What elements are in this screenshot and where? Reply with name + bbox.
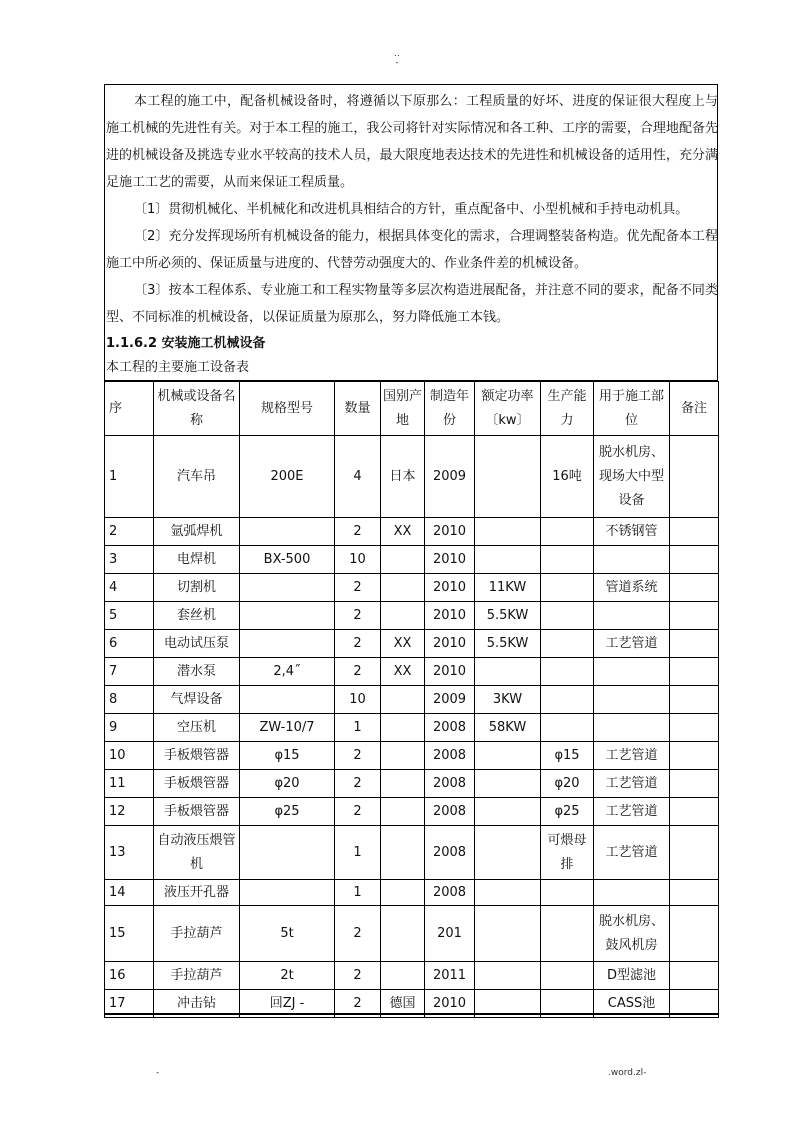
cell-year: 201 (425, 906, 475, 962)
header-name: 机械或设备名称 (154, 382, 240, 436)
cell-origin (381, 826, 425, 880)
table-row (105, 518, 719, 546)
cell-year: 2008 (425, 826, 475, 880)
cell-power (475, 436, 541, 518)
cell-year: 2008 (425, 714, 475, 742)
cell-location (594, 880, 670, 906)
cell-location: 工艺管道 (594, 770, 670, 798)
cell-name: 氩弧焊机 (154, 518, 240, 546)
cell-location: 不锈钢管 (594, 518, 670, 546)
cell-location (594, 658, 670, 686)
cell-name: 手板煨管器 (154, 798, 240, 826)
cell-name: 手拉葫芦 (154, 962, 240, 990)
cell-remark (670, 906, 719, 962)
cell-seq: 4 (105, 574, 154, 602)
cell-remark (670, 962, 719, 990)
header-mark-dots: .. (394, 49, 400, 59)
cell-spec (240, 686, 335, 714)
cell-location (594, 602, 670, 630)
cell-year: 2009 (425, 686, 475, 714)
header-location: 用于施工部位 (594, 382, 670, 436)
cell-spec (240, 602, 335, 630)
cell-location: 工艺管道 (594, 630, 670, 658)
cell-origin (381, 742, 425, 770)
cell-capacity: 可煨母排 (541, 826, 594, 880)
cell-remark (670, 826, 719, 880)
header-origin: 国别产地 (381, 382, 425, 436)
cell-capacity (541, 518, 594, 546)
cell-power (475, 658, 541, 686)
cell-power: 11KW (475, 574, 541, 602)
table-row (105, 630, 719, 658)
cell-seq: 14 (105, 880, 154, 906)
cell-power: 5.5KW (475, 602, 541, 630)
cell-seq: 13 (105, 826, 154, 880)
cell-origin: XX (381, 518, 425, 546)
cell-name: 潜水泵 (154, 658, 240, 686)
cell-name: 冲击钻 (154, 990, 240, 1018)
cell-year: 2011 (425, 962, 475, 990)
cell-location: 工艺管道 (594, 798, 670, 826)
table-row (105, 574, 719, 602)
cell-name: 汽车吊 (154, 436, 240, 518)
cell-spec (240, 518, 335, 546)
cell-year: 2008 (425, 798, 475, 826)
cell-power (475, 962, 541, 990)
cell-name: 自动液压煨管机 (154, 826, 240, 880)
cell-power (475, 880, 541, 906)
table-row (105, 546, 719, 574)
cell-power (475, 826, 541, 880)
cell-remark (670, 686, 719, 714)
cell-capacity: φ20 (541, 770, 594, 798)
cell-remark (670, 546, 719, 574)
cell-capacity (541, 962, 594, 990)
cell-name: 套丝机 (154, 602, 240, 630)
cell-spec: 2,4˝ (240, 658, 335, 686)
principle-3-paragraph: 〔3〕按本工程体系、专业施工和工程实物量等多层次构造进展配备，并注意不同的要求，配备不同类型、不同标准的机械设备，以保证质量为原那么，努力降低施工本钱。 (106, 283, 718, 325)
table-row (105, 962, 719, 990)
cell-seq: 15 (105, 906, 154, 962)
table-row (105, 880, 719, 906)
cell-capacity (541, 630, 594, 658)
cell-qty: 4 (335, 436, 381, 518)
cell-location: 脱水机房、鼓风机房 (594, 906, 670, 962)
cell-name: 切割机 (154, 574, 240, 602)
cell-capacity (541, 880, 594, 906)
header-seq: 序 (105, 382, 154, 436)
cell-location: 工艺管道 (594, 826, 670, 880)
cell-remark (670, 714, 719, 742)
cell-capacity (541, 714, 594, 742)
cell-location (594, 714, 670, 742)
cell-name: 电动试压泵 (154, 630, 240, 658)
cell-spec: φ15 (240, 742, 335, 770)
cell-seq: 8 (105, 686, 154, 714)
cell-qty: 2 (335, 602, 381, 630)
cell-seq: 10 (105, 742, 154, 770)
cell-spec (240, 574, 335, 602)
cell-origin (381, 714, 425, 742)
cell-spec (240, 880, 335, 906)
table-header-row (105, 382, 719, 436)
cell-power: 3KW (475, 686, 541, 714)
section-title: 1.1.6.2 安装施工机械设备 (106, 336, 266, 351)
table-row (105, 658, 719, 686)
cell-origin: XX (381, 630, 425, 658)
cell-qty: 1 (335, 714, 381, 742)
cell-spec: φ25 (240, 798, 335, 826)
cell-location: D型滤池 (594, 962, 670, 990)
cell-remark (670, 658, 719, 686)
cell-remark (670, 880, 719, 906)
cell-capacity: 16吨 (541, 436, 594, 518)
cell-seq: 1 (105, 436, 154, 518)
cell-capacity (541, 686, 594, 714)
cell-year: 2010 (425, 630, 475, 658)
cell-power (475, 770, 541, 798)
header-remark: 备注 (670, 382, 719, 436)
cell-capacity (541, 602, 594, 630)
cell-origin (381, 880, 425, 906)
cell-origin (381, 602, 425, 630)
table-row (105, 742, 719, 770)
cell-remark (670, 742, 719, 770)
cell-location: 工艺管道 (594, 742, 670, 770)
cell-spec: ZW-10/7 (240, 714, 335, 742)
principle-2-paragraph: 〔2〕充分发挥现场所有机械设备的能力，根据具体变化的需求，合理调整装备构造。优先配备本工程施工中所必须的、保证质量与进度的、代替劳动强度大的、作业条件差的机械设备。 (106, 229, 718, 271)
cell-location (594, 546, 670, 574)
cell-spec: 2t (240, 962, 335, 990)
cell-power: 58KW (475, 714, 541, 742)
table-row (105, 770, 719, 798)
cell-year: 2010 (425, 658, 475, 686)
intro-paragraph: 本工程的施工中，配备机械设备时，将遵循以下原那么：工程质量的好坏、进度的保证很大程度上与施工机械的先进性有关。对于本工程的施工，我公司将针对实际情况和各工种、工序的需要，合理地配备先进的机械设备及挑选专业水平较高的技术人员，最大限度地表达技术的先进性和机械设备的适用性，充分满足施工工艺的需要，从而来保证工程质量。 (106, 94, 718, 190)
cell-spec: 回ZJ - (240, 990, 335, 1018)
cell-seq: 17 (105, 990, 154, 1018)
cell-year: 2010 (425, 602, 475, 630)
header-power: 额定功率〔kw〕 (475, 382, 541, 436)
cell-qty: 2 (335, 574, 381, 602)
cell-capacity (541, 546, 594, 574)
cell-name: 电焊机 (154, 546, 240, 574)
cell-qty: 2 (335, 658, 381, 686)
cell-qty: 2 (335, 518, 381, 546)
cell-name: 液压开孔器 (154, 880, 240, 906)
cell-power (475, 798, 541, 826)
cell-remark (670, 798, 719, 826)
cell-spec: 5t (240, 906, 335, 962)
cell-name: 手拉葫芦 (154, 906, 240, 962)
cell-capacity: φ15 (541, 742, 594, 770)
cell-origin (381, 906, 425, 962)
cell-qty: 1 (335, 826, 381, 880)
cell-qty: 2 (335, 798, 381, 826)
cell-origin (381, 770, 425, 798)
table-row (105, 436, 719, 518)
table-row (105, 826, 719, 880)
cell-seq: 5 (105, 602, 154, 630)
cell-location: CASS池 (594, 990, 670, 1018)
cell-year: 2008 (425, 742, 475, 770)
table-row (105, 798, 719, 826)
cell-power (475, 546, 541, 574)
cell-location: 脱水机房、现场大中型设备 (594, 436, 670, 518)
cell-power (475, 906, 541, 962)
cell-remark (670, 630, 719, 658)
cell-capacity (541, 658, 594, 686)
cell-origin: 日本 (381, 436, 425, 518)
cell-qty: 1 (335, 880, 381, 906)
table-caption: 本工程的主要施工设备表 (106, 360, 250, 375)
table-row (105, 602, 719, 630)
header-qty: 数量 (335, 382, 381, 436)
cell-seq: 2 (105, 518, 154, 546)
cell-qty: 2 (335, 990, 381, 1018)
cell-qty: 10 (335, 686, 381, 714)
cell-qty: 2 (335, 630, 381, 658)
cell-spec (240, 826, 335, 880)
cell-power (475, 518, 541, 546)
document-body (106, 88, 718, 380)
cell-remark (670, 518, 719, 546)
page-header-mark (0, 50, 794, 68)
footer-right: .word.zl- (608, 1068, 647, 1078)
cell-origin (381, 574, 425, 602)
table-bottom-border (104, 1013, 718, 1015)
cell-remark (670, 770, 719, 798)
cell-year: 2009 (425, 436, 475, 518)
cell-seq: 7 (105, 658, 154, 686)
cell-capacity: φ25 (541, 798, 594, 826)
cell-year: 2010 (425, 574, 475, 602)
cell-power (475, 742, 541, 770)
cell-name: 空压机 (154, 714, 240, 742)
principle-1-paragraph: 〔1〕贯彻机械化、半机械化和改进机具相结合的方针，重点配备中、小型机械和手持电动机具。 (134, 202, 689, 217)
cell-spec: φ20 (240, 770, 335, 798)
cell-origin (381, 546, 425, 574)
cell-spec: BX-500 (240, 546, 335, 574)
cell-seq: 9 (105, 714, 154, 742)
cell-year: 2010 (425, 990, 475, 1018)
cell-spec: 200E (240, 436, 335, 518)
cell-spec (240, 630, 335, 658)
cell-qty: 2 (335, 962, 381, 990)
cell-remark (670, 602, 719, 630)
cell-qty: 2 (335, 742, 381, 770)
table-body (105, 436, 719, 1018)
cell-origin: 德国 (381, 990, 425, 1018)
cell-location: 管道系统 (594, 574, 670, 602)
cell-location (594, 686, 670, 714)
table-row (105, 714, 719, 742)
cell-seq: 3 (105, 546, 154, 574)
cell-year: 2010 (425, 518, 475, 546)
cell-qty: 10 (335, 546, 381, 574)
cell-name: 气焊设备 (154, 686, 240, 714)
cell-power: 5.5KW (475, 630, 541, 658)
cell-origin (381, 962, 425, 990)
cell-year: 2008 (425, 880, 475, 906)
header-year: 制造年份 (425, 382, 475, 436)
cell-origin (381, 686, 425, 714)
equipment-table (104, 381, 719, 1018)
cell-seq: 12 (105, 798, 154, 826)
cell-capacity (541, 906, 594, 962)
cell-origin: XX (381, 658, 425, 686)
cell-seq: 11 (105, 770, 154, 798)
cell-name: 手板煨管器 (154, 770, 240, 798)
cell-remark (670, 574, 719, 602)
table-row (105, 906, 719, 962)
cell-seq: 6 (105, 630, 154, 658)
cell-origin (381, 798, 425, 826)
cell-year: 2008 (425, 770, 475, 798)
cell-year: 2010 (425, 546, 475, 574)
header-mark-dash: - (395, 58, 399, 68)
header-spec: 规格型号 (240, 382, 335, 436)
cell-remark (670, 436, 719, 518)
cell-seq: 16 (105, 962, 154, 990)
header-capacity: 生产能力 (541, 382, 594, 436)
table-row (105, 686, 719, 714)
cell-capacity (541, 574, 594, 602)
footer-left: - (156, 1068, 160, 1078)
cell-qty: 2 (335, 770, 381, 798)
cell-name: 手板煨管器 (154, 742, 240, 770)
cell-qty: 2 (335, 906, 381, 962)
